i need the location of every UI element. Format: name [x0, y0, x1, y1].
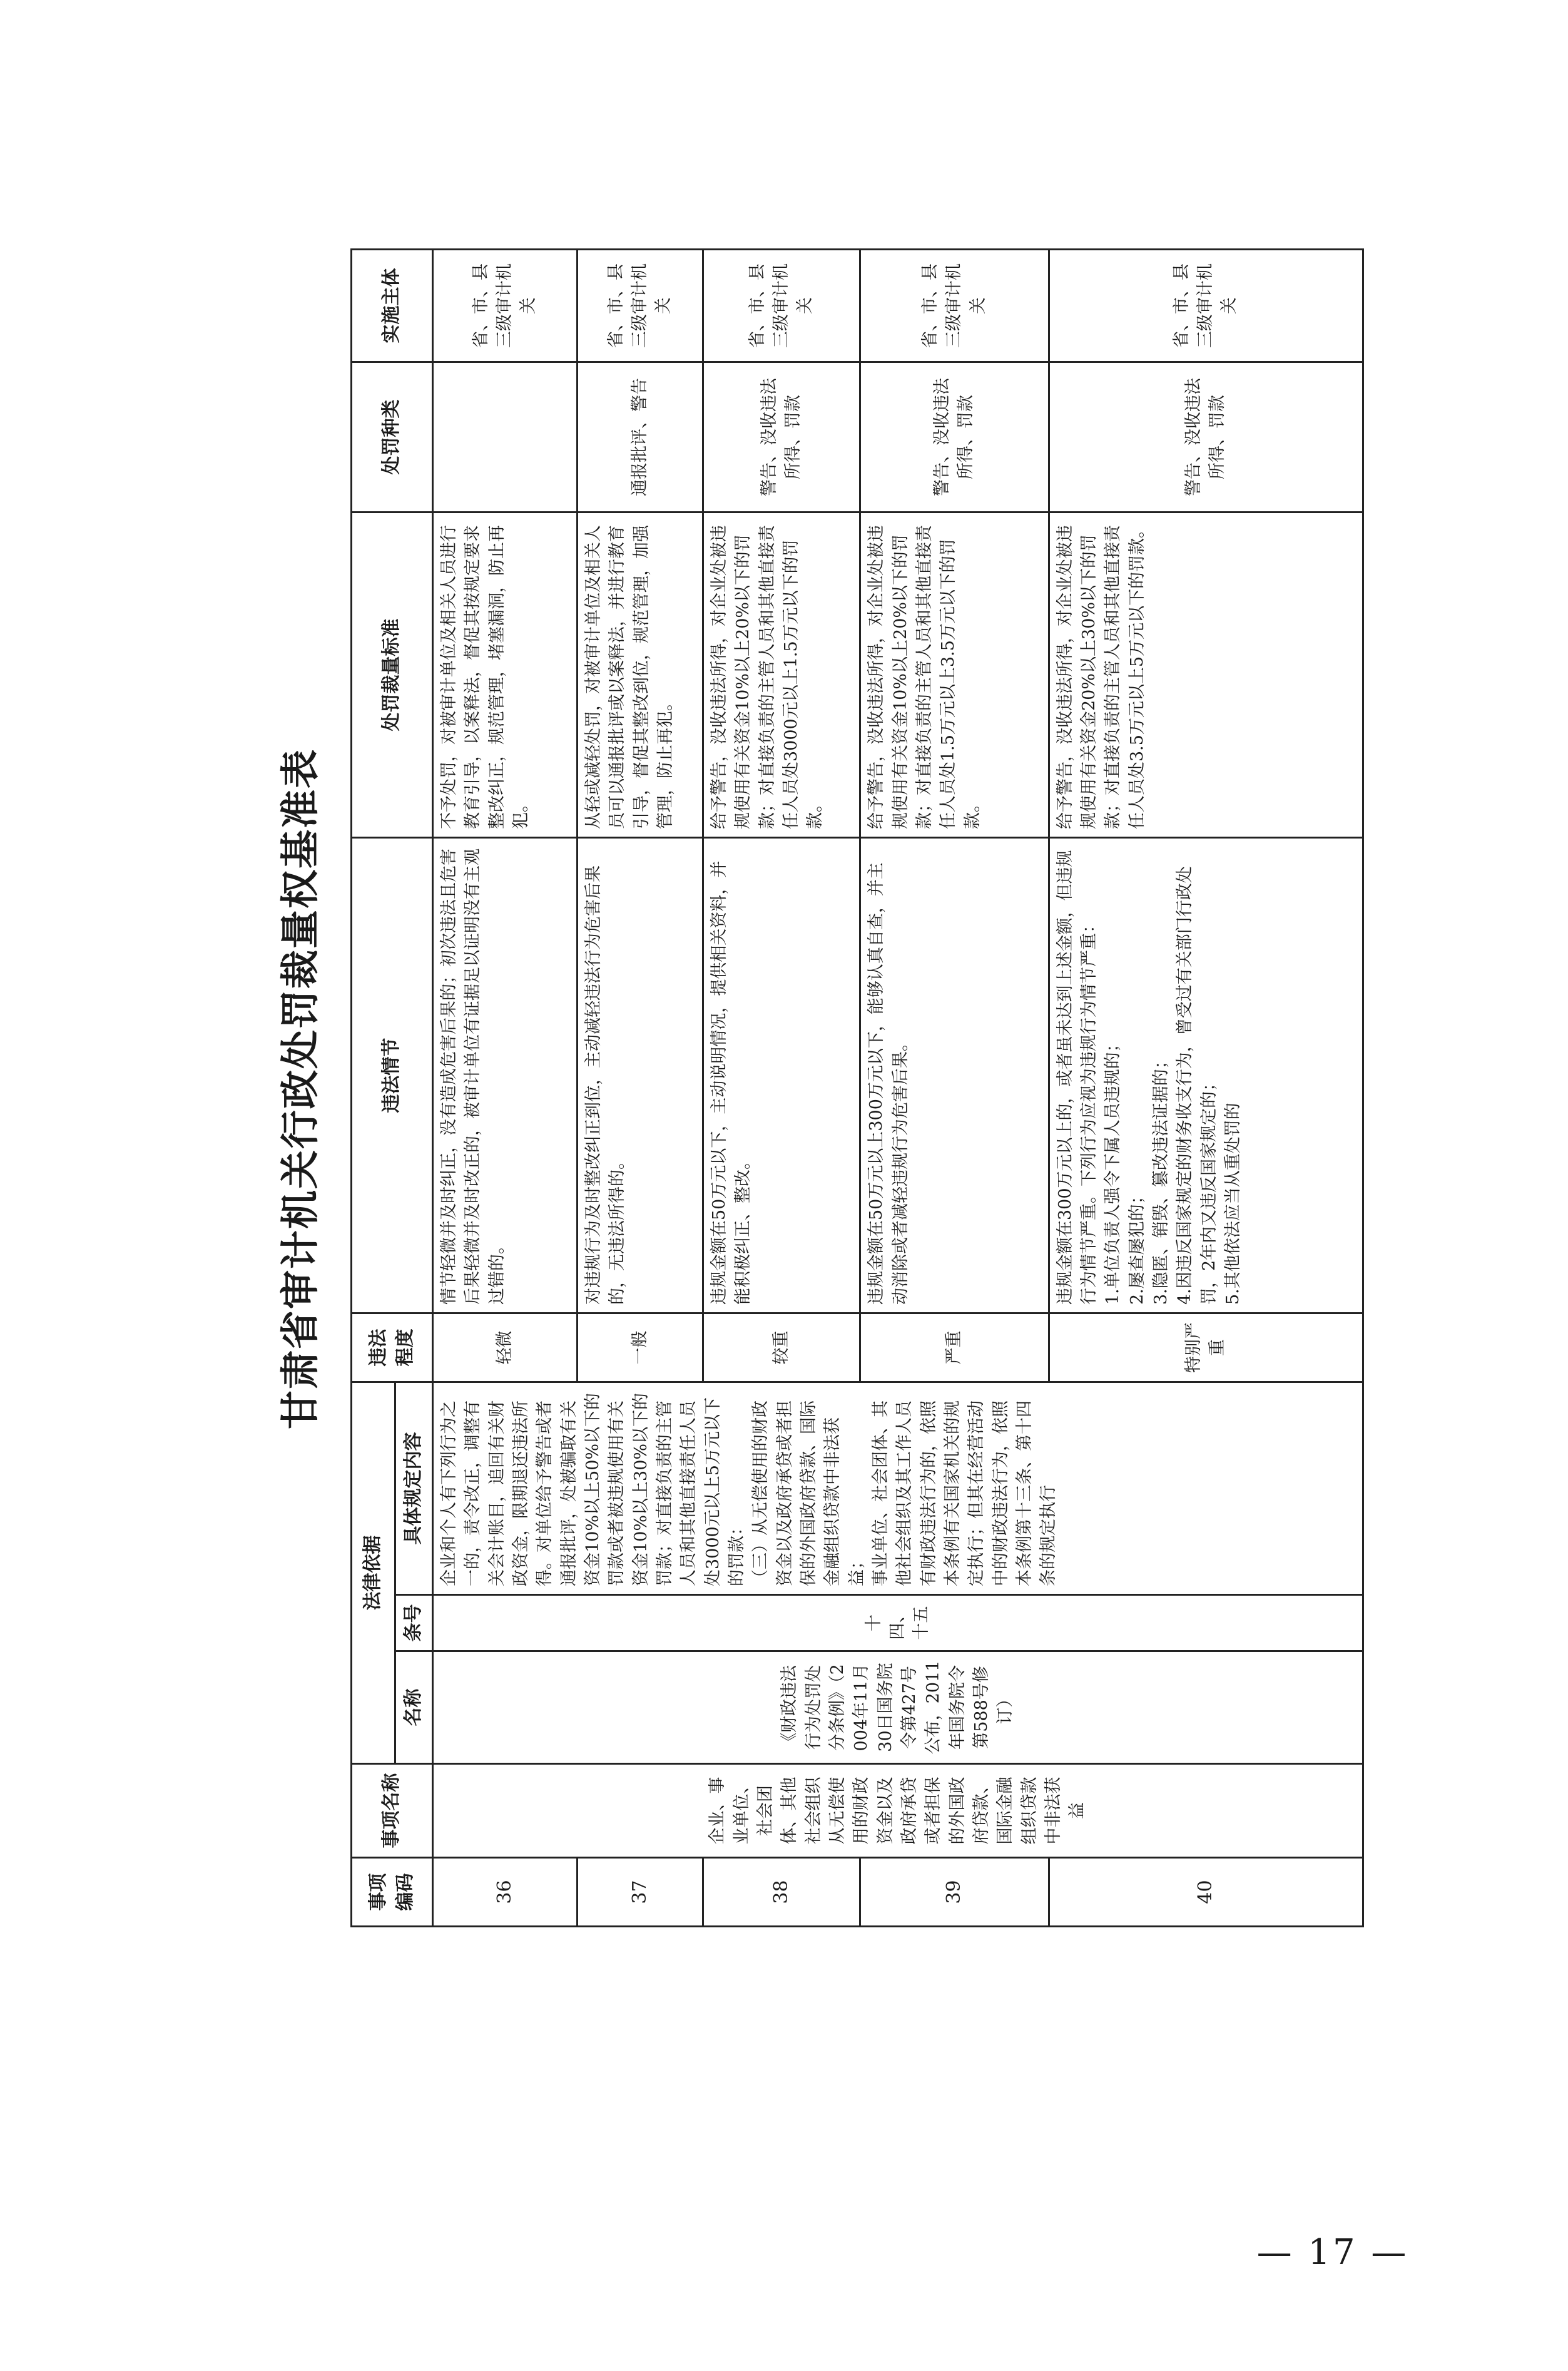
item-name: 企业、事业单位、社会团体、其他社会组织从无偿使用的财政资金以及政府承贷或者担保的外国政府贷款、国际金融组织贷款中非法获益 — [433, 1764, 1363, 1858]
violation-circumstance: 情节轻微并及时纠正，没有造成危害后果的；初次违法且危害后果轻微并及时改正的，被审计单位有证据足以证明没有主观过错的。 — [433, 838, 578, 1313]
penalty-standard: 给予警告，没收违法所得，对企业处被违规使用有关资金20%以上30%以下的罚款；对直接负责的主管人员和其他直接责任人员处3.5万元以上5万元以下的罚款。 — [1049, 512, 1363, 838]
penalty-type: 警告、没收违法所得、罚款 — [860, 362, 1049, 512]
header-penalty-type: 处罚种类 — [352, 362, 433, 512]
header-violation-degree: 违法程度 — [352, 1313, 433, 1382]
circumstance-line: 5.其他依法应当从重处罚的 — [1223, 1103, 1243, 1305]
implementer: 省、市、县三级审计机关 — [703, 250, 860, 362]
basis-content-para-3: 事业单位、社会团体、其他社会组织及其工作人员有财政违法行为的，依照本条例有关国家机关的规定执行；但其在经营活动中的财政违法行为，依照本条例第十三条、第十四条的规定执行 — [870, 1400, 1059, 1586]
document-title: 甘肃省审计机关行政处罚裁量权基准表 — [277, 748, 323, 1430]
penalty-standard: 给予警告，没收违法所得，对企业处被违规使用有关资金10%以上20%以下的罚款；对直接负责的主管人员和其他直接责任人员处1.5万元以上3.5万元以下的罚款。 — [860, 512, 1049, 838]
circumstance-line: 1.单位负责人强令下属人员违规的； — [1103, 1035, 1123, 1305]
violation-degree: 较重 — [703, 1313, 860, 1382]
header-implementer: 实施主体 — [352, 250, 433, 362]
penalty-standard: 给予警告，没收违法所得，对企业处被违规使用有关资金10%以上20%以下的罚款；对直接负责的主管人员和其他直接责任人员处3000元以上1.5万元以下的罚款。 — [703, 512, 860, 838]
header-basis-article: 条号 — [395, 1595, 433, 1651]
basis-name: 《财政违法行为处罚处分条例》（2004年11月30日国务院令第427号公布，2011年国务院令第588号修订） — [433, 1651, 1363, 1764]
circumstance-line: 3.隐匿、销毁、篡改违法证据的； — [1151, 1052, 1171, 1305]
header-penalty-standard: 处罚裁量标准 — [352, 512, 433, 838]
basis-article: 十四、十五 — [433, 1595, 1363, 1651]
penalty-standard: 不予处罚，对被审计单位及相关人员进行教育引导，以案释法，督促其按规定要求整改纠正，规范管理，堵塞漏洞，防止再犯。 — [433, 512, 578, 838]
page-number: — 17 — — [1256, 2232, 1409, 2273]
header-item-code: 事项编码 — [352, 1858, 433, 1927]
header-legal-basis: 法律依据 — [352, 1382, 395, 1764]
item-code: 39 — [860, 1858, 1049, 1927]
penalty-standard-table — [350, 248, 1364, 1927]
item-code: 37 — [578, 1858, 703, 1927]
header-basis-name: 名称 — [395, 1651, 433, 1764]
violation-circumstance: 违规金额在50万元以上300万元以下，能够认真自查，并主动消除或者减轻违规行为危害后果。 — [860, 838, 1049, 1313]
implementer: 省、市、县三级审计机关 — [860, 250, 1049, 362]
circumstance-line: 2.屡查屡犯的； — [1127, 1187, 1147, 1305]
item-code: 38 — [703, 1858, 860, 1927]
penalty-type: 警告、没收违法所得、罚款 — [703, 362, 860, 512]
header-violation-circumstance: 违法情节 — [352, 838, 433, 1313]
header-basis-content: 具体规定内容 — [395, 1382, 433, 1595]
implementer: 省、市、县三级审计机关 — [578, 250, 703, 362]
violation-degree: 特别严重 — [1049, 1313, 1363, 1382]
violation-degree: 一般 — [578, 1313, 703, 1382]
penalty-type: 通报批评、警告 — [578, 362, 703, 512]
penalty-type — [433, 362, 578, 512]
header-item-name: 事项名称 — [352, 1764, 433, 1858]
violation-degree: 严重 — [860, 1313, 1049, 1382]
item-code: 40 — [1049, 1858, 1363, 1927]
implementer: 省、市、县三级审计机关 — [1049, 250, 1363, 362]
basis-content-para-2: （三）从无偿使用的财政资金以及政府承贷或者担保的外国政府贷款、国际金融组织贷款中非法获益； — [751, 1400, 867, 1586]
table-row — [433, 250, 578, 1927]
circumstance-line: 4.因违反国家规定的财务收支行为，曾受过有关部门行政处罚，2年内又违反国家规定的； — [1175, 866, 1219, 1305]
item-code: 36 — [433, 1858, 578, 1927]
rotated-page — [263, 250, 1389, 1927]
penalty-type: 警告、没收违法所得、罚款 — [1049, 362, 1363, 512]
penalty-standard: 从轻或减轻处罚，对被审计单位及相关人员可以通报批评或以案释法，并进行教育引导，督促其整改到位，规范管理，加强管理，防止再犯。 — [578, 512, 703, 838]
basis-content — [433, 1382, 1363, 1595]
violation-circumstance — [1049, 838, 1363, 1313]
circumstance-line: 违规金额在300万元以上的，或者虽未达到上述金额，但违规行为情节严重。下列行为应视为违规行为情节严重： — [1055, 850, 1099, 1305]
basis-content-para-1: 企业和个人有下列行为之一的，责令改正，调整有关会计账目，追回有关财政资金，限期退还违法所得。对单位给予警告或者通报批评，处被骗取有关资金10%以上50%以下的罚款或者被违规使用有关资金10%以上30%以下的罚款；对直接负责的主管人员和其他直接责任人员处3000元以上5万元以下的罚款： — [439, 1392, 746, 1586]
implementer: 省、市、县三级审计机关 — [433, 250, 578, 362]
violation-degree: 轻微 — [433, 1313, 578, 1382]
violation-circumstance: 违规金额在50万元以下，主动说明情况，提供相关资料，并能积极纠正、整改。 — [703, 838, 860, 1313]
violation-circumstance: 对违规行为及时整改纠正到位，主动减轻违法行为危害后果的，无违法所得的。 — [578, 838, 703, 1313]
